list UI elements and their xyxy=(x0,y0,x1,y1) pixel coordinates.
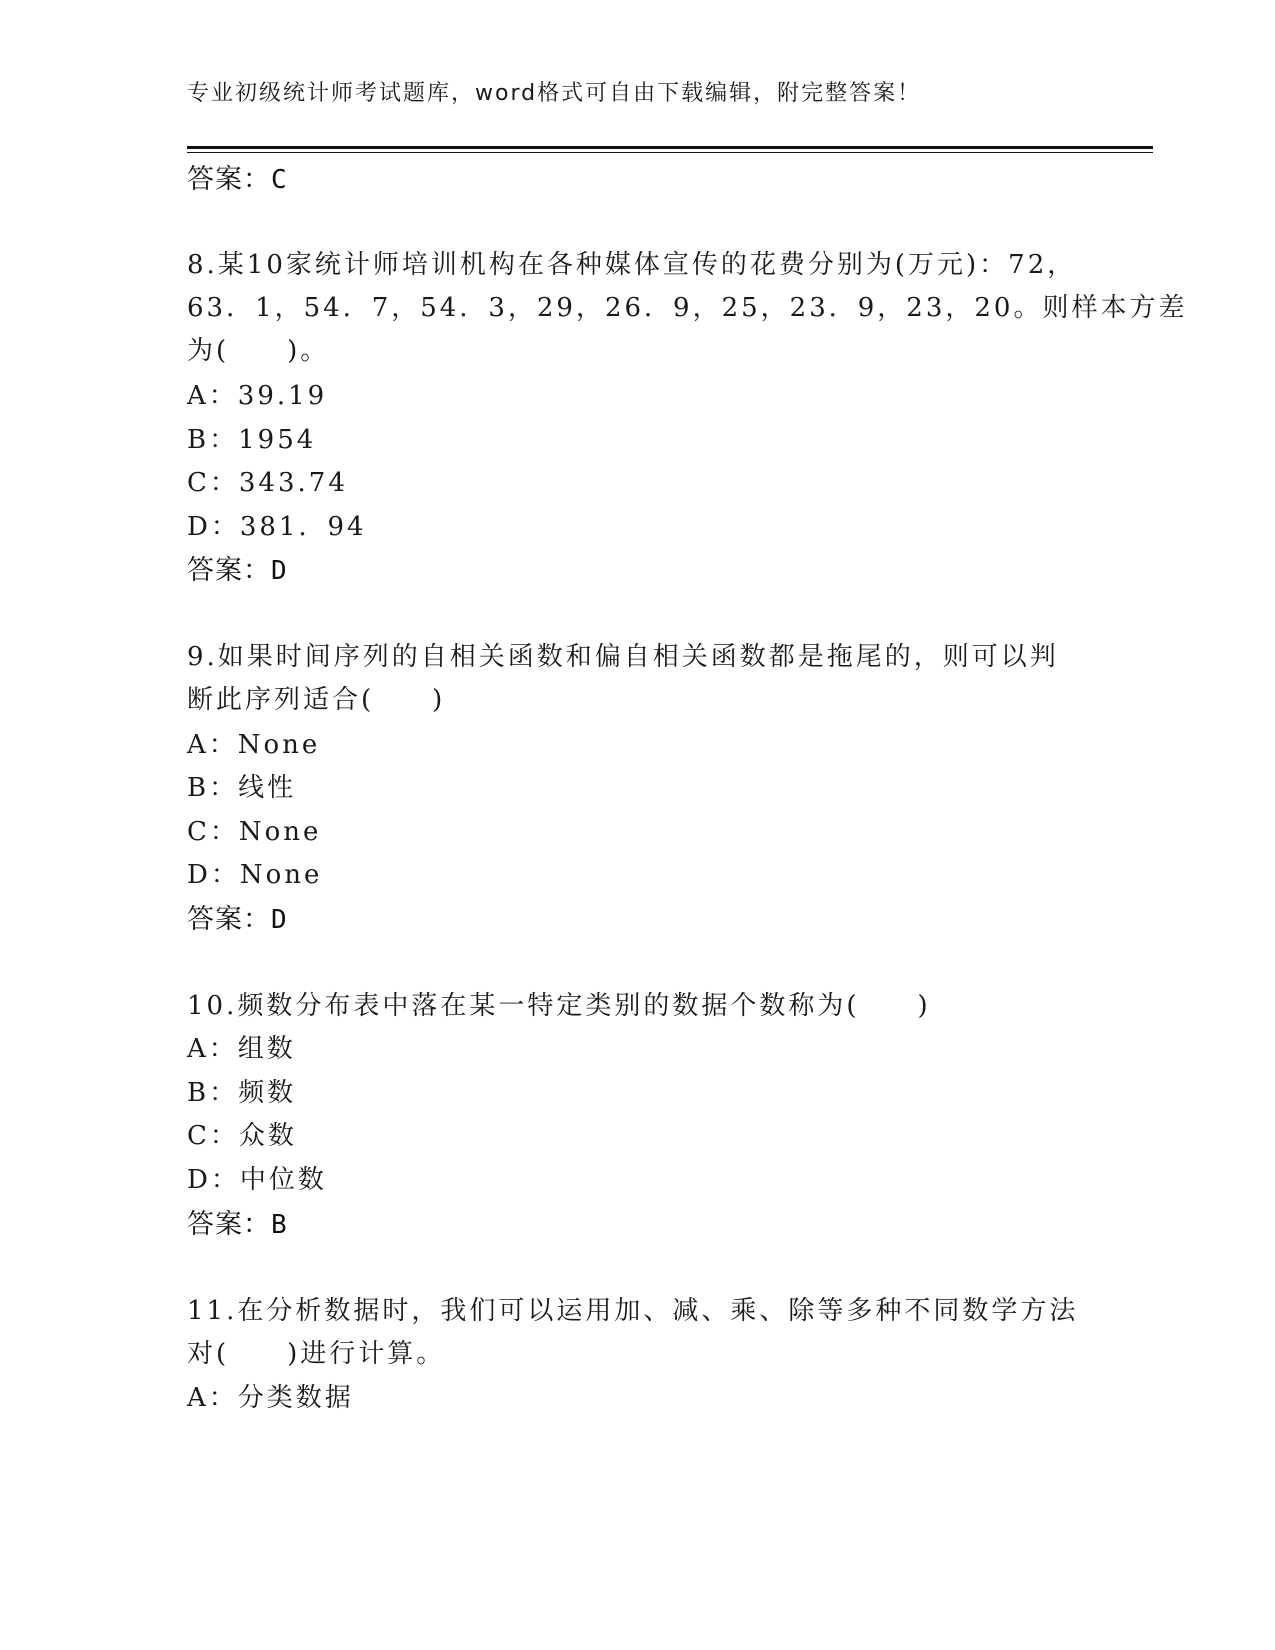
question-8-option-b: B：1954 xyxy=(187,425,317,455)
header-divider-thin xyxy=(187,152,1153,153)
answer-label: 答案： xyxy=(187,164,271,195)
question-8-option-a: A：39.19 xyxy=(187,381,328,411)
question-11-line-2: 对( )进行计算。 xyxy=(187,1339,446,1369)
answer-value: D xyxy=(271,556,288,586)
question-10-option-b: B：频数 xyxy=(187,1078,297,1108)
header-divider xyxy=(187,146,1153,149)
question-10-line-1: 10.频数分布表中落在某一特定类别的数据个数称为( ) xyxy=(187,991,931,1021)
answer-value: C xyxy=(271,165,288,195)
question-8-line-2: 63．1，54．7，54．3，29，26．9，25，23．9，23，20。则样本方差 xyxy=(187,293,1188,323)
answer-value: D xyxy=(271,905,288,935)
question-8-line-1: 8.某10家统计师培训机构在各种媒体宣传的花费分别为(万元)：72， xyxy=(187,250,1077,280)
question-8-answer xyxy=(187,548,288,587)
question-9-answer xyxy=(187,897,288,936)
question-9-option-a: A：None xyxy=(187,730,321,760)
question-8-option-d: D：381．94 xyxy=(187,512,367,542)
question-10-option-d: D：中位数 xyxy=(187,1165,327,1195)
question-10-option-c: C：众数 xyxy=(187,1121,297,1151)
answer-label: 答案： xyxy=(187,1209,271,1240)
answer-label: 答案： xyxy=(187,904,271,935)
question-10-option-a: A：组数 xyxy=(187,1034,296,1064)
answer-value: B xyxy=(271,1210,288,1240)
question-11-line-1: 11.在分析数据时，我们可以运用加、减、乘、除等多种不同数学方法 xyxy=(187,1296,1079,1326)
answer-label: 答案： xyxy=(187,555,271,586)
question-11-option-a: A：分类数据 xyxy=(187,1383,354,1413)
question-9-option-b: B：线性 xyxy=(187,773,297,803)
question-8-line-3: 为( )。 xyxy=(187,336,330,366)
page-header: 专业初级统计师考试题库，word格式可自由下载编辑，附完整答案！ xyxy=(187,81,922,106)
question-10-answer xyxy=(187,1202,288,1241)
answer-prev xyxy=(187,157,288,196)
question-9-option-c: C：None xyxy=(187,817,322,847)
question-9-option-d: D：None xyxy=(187,860,323,890)
question-8-option-c: C：343.74 xyxy=(187,468,348,498)
question-9-line-1: 9.如果时间序列的自相关函数和偏自相关函数都是拖尾的，则可以判 xyxy=(187,642,1059,672)
question-9-line-2: 断此序列适合( ) xyxy=(187,685,446,715)
